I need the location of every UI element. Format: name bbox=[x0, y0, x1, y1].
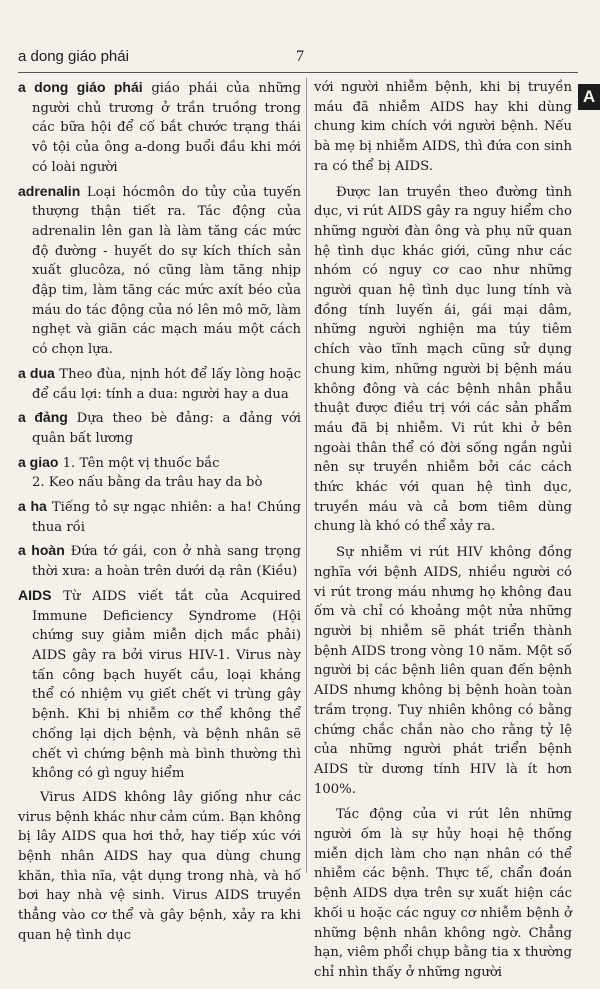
entry-a-giao bbox=[18, 453, 301, 474]
entry-a-hoan bbox=[18, 541, 301, 581]
entry-aids bbox=[18, 586, 301, 784]
headword: a dua bbox=[18, 364, 55, 381]
column-divider bbox=[306, 78, 307, 873]
headword: a dong giáo phái bbox=[18, 79, 143, 95]
definition: Từ AIDS viết tắt của Acquired Immune Deficiency Syndrome (Hội chứng suy giảm miễn dịch mắc phải) AIDS gây ra bởi virus HIV-1. Virus này tấn công bạch huyết cầu, loại kháng thể có nhiệm vụ giết chết vi trùng gây bệnh. Khi bị nhiễm cơ thể không thể chống lại dịch bệnh, và bệnh nhân sẽ chết vì chứng bệnh mà bình thường thì không có gì nguy hiểm bbox=[32, 588, 301, 782]
paragraph: Tác động của vi rút lên những người ốm là sự hủy hoại hệ thống miễn dịch làm cho nạn nhân có thể nhiễm các bệnh. Thực tế, chẩn đoán bệnh AIDS dựa trên sự xuất hiện các khối u hoặc các nguy cơ nhiễm bệnh ở những bệnh nhân không ngờ. Chẳng hạn, viêm phổi chụp bằng tia x thường chỉ nhìn thấy ở những người bbox=[314, 807, 572, 980]
entry-a-dua bbox=[18, 364, 301, 404]
headword: adrenalin bbox=[18, 182, 81, 199]
running-head: a dong giáo phái bbox=[18, 48, 129, 65]
definition: giáo phái của những người chủ trương ở trần truồng trong các bữa hội để cố bắt chước trạng thái vô tội của ông a-dong buổi đầu khi mới có loài người bbox=[32, 81, 301, 175]
header-rule bbox=[18, 72, 578, 73]
entry-adrenalin bbox=[18, 182, 301, 360]
paragraph: Sự nhiễm vi rút HIV không đồng nghĩa với bệnh AIDS, nhiều người có vi rút trong máu nhưng họ không đau ốm và chỉ có khoảng một nửa những người bị nhiễm sẽ phát triển thành bệnh AIDS trong vòng 10 năm. Một số người bị các bệnh liên quan đến bệnh AIDS nhưng không bị bệnh hoàn toàn trầm trọng. Tuy nhiên không có bằng chứng chắc chắn nào cho rằng tỷ lệ của những người phát triển bệnh AIDS từ dương tính HIV là ít hơn 100%. bbox=[314, 545, 572, 797]
page-number: 7 bbox=[296, 48, 304, 65]
definition: Dựa theo bè đảng: a đảng với quân bất lương bbox=[32, 411, 301, 446]
definition: Đứa tớ gái, con ở nhà sang trọng thời xưa: a hoàn trên dưới dạ rân (Kiều) bbox=[32, 544, 301, 580]
entry-a-ha bbox=[18, 497, 301, 537]
entry-a-dong-giao-phai bbox=[18, 78, 301, 178]
definition: Tiếng tỏ sự ngạc nhiên: a ha! Chúng thua rồi bbox=[32, 500, 301, 535]
paragraph: Được lan truyền theo đường tình dục, vi rút AIDS gây ra nguy hiểm cho những người đàn ông và phụ nữ quan hệ tình dục khác giới, cũng như các nhóm có nguy cơ cao như những người quan hệ tình dục lung tính và đồng tính luyến ái, gái mại dâm, những người nghiện ma túy tiêm chích vào tĩnh mạch cũng sử dụng chung kim, những người bị bệnh máu không đông và các bệnh nhân phẫu thuật được điều trị với các sản phẩm máu đã bị nhiễm. Vi rút khi ở bên ngoài thân thể có đời sống ngắn ngủi nên sự truyền nhiễm bởi các cách thức khác với quan hệ tình dục, truyền máu và cả bơm tiêm dùng chung là khó có thể xảy ra. bbox=[314, 184, 572, 535]
headword: AIDS bbox=[18, 586, 52, 603]
entry-a-dang bbox=[18, 408, 301, 448]
definition: Loại hócmôn do tủy của tuyến thượng thận tiết ra. Tác động của adrenalin lên gan là làm tăng các mức độ đường - huyết do sự kích thích sản xuất glucôza, nó cũng làm tăng nhịp đập tim, làm tăng các mức axít béo của máu do tác động của nó lên mô mỡ, làm nghẹt và giãn các mạch máu một cách có chọn lựa. bbox=[32, 184, 301, 358]
headword: a hoàn bbox=[18, 542, 65, 559]
headword: a ha bbox=[18, 498, 47, 515]
headword: a giao bbox=[18, 453, 59, 470]
paragraph: với người nhiễm bệnh, khi bị truyền máu đã nhiễm AIDS hay khi dùng chung kim chích với người bệnh. Nếu bà mẹ bị nhiễm AIDS, thì đứa con sinh ra có thể bị AIDS. bbox=[314, 80, 572, 174]
right-column bbox=[314, 78, 572, 989]
definition: Theo đùa, nịnh hót để lấy lòng hoặc để cầu lợi: tính a dua: người hay a dua bbox=[32, 366, 301, 402]
headword: a đảng bbox=[18, 409, 68, 426]
aids-paragraph-2: Virus AIDS không lây giống như các virus bệnh khác như cảm cúm. Bạn không bị lây AIDS qua hơi thở, hay tiếp xúc với bệnh nhân AIDS hay qua dùng chung khăn, thìa nĩa, vật dụng trong nhà, và hố bơi hay nhà vệ sinh. Virus AIDS truyền thẳng vào cơ thể và gây bệnh, xảy ra khi quan hệ tình dục bbox=[18, 789, 301, 943]
thumb-index-tab: A bbox=[578, 84, 600, 110]
left-column bbox=[18, 78, 301, 952]
entry-a-giao-sense-2: 2. Keo nấu bằng da trâu hay da bò bbox=[32, 475, 263, 491]
page-header bbox=[18, 48, 578, 70]
definition: 1. Tên một vị thuốc bắc bbox=[62, 455, 220, 471]
